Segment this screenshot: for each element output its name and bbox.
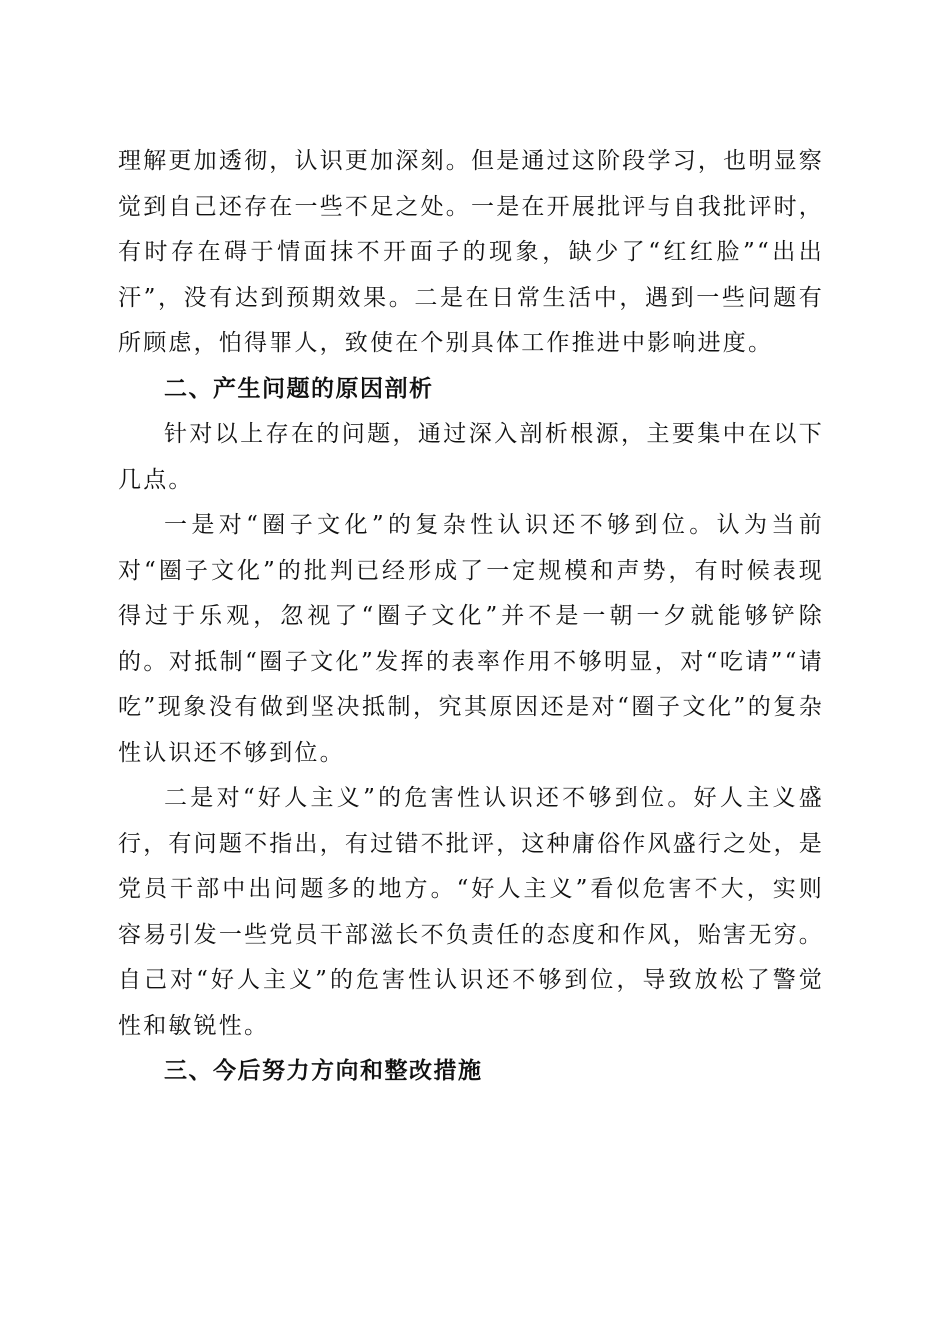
section-heading-rectification: 三、今后努力方向和整改措施 bbox=[164, 1058, 483, 1084]
paragraph-circle-culture: 一是对“圈子文化”的复杂性认识还不够到位。认为当前对“圈子文化”的批判已经形成了一定规模和声势，有时候表现得过于乐观，忽视了“圈子文化”并不是一朝一夕就能够铲除的。对抵制“圈子文化”发挥的表率作用不够明显，对“吃请”“请吃”现象没有做到坚决抵制，究其原因还是对“圈子文化”的复杂性认识还不够到位。 bbox=[118, 512, 824, 766]
paragraph-shortcomings: 理解更加透彻，认识更加深刻。但是通过这阶段学习，也明显察觉到自己还存在一些不足之处。一是在开展批评与自我批评时，有时存在碍于情面抹不开面子的现象，缺少了“红红脸”“出出汗”，没有达到预期效果。二是在日常生活中，遇到一些问题有所顾虑，怕得罪人，致使在个别具体工作推进中影响进度。 bbox=[118, 148, 824, 356]
paragraph-cause-intro: 针对以上存在的问题，通过深入剖析根源，主要集中在以下几点。 bbox=[118, 421, 824, 493]
paragraph-nice-guy-ism: 二是对“好人主义”的危害性认识还不够到位。好人主义盛行，有问题不指出，有过错不批评，这种庸俗作风盛行之处，是党员干部中出问题多的地方。“好人主义”看似危害不大，实则容易引发一些党员干部滋长不负责任的态度和作风，贻害无穷。自己对“好人主义”的危害性认识还不够到位，导致放松了警觉性和敏锐性。 bbox=[118, 785, 824, 1039]
section-heading-cause-analysis: 二、产生问题的原因剖析 bbox=[164, 375, 434, 402]
document-body bbox=[118, 139, 824, 1095]
